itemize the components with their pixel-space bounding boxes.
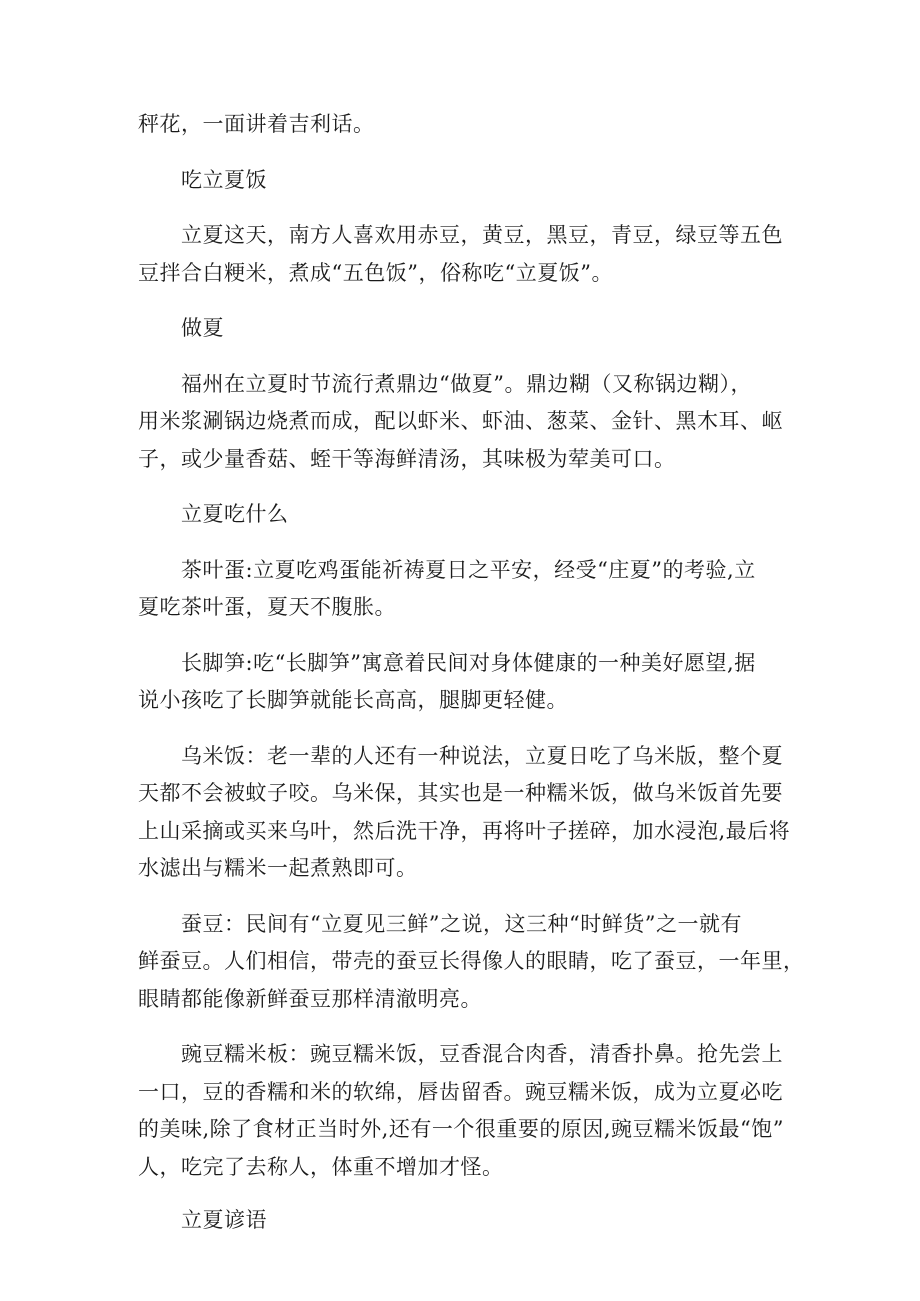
paragraph-line: 长脚笋:吃“长脚笋”寓意着民间对身体健康的一种美好愿望,据 <box>181 650 756 675</box>
paragraph-line: 用米浆涮锅边烧煮而成，配以虾米、虾油、葱菜、金针、黑木耳、岖 <box>138 409 783 433</box>
paragraph-line: 说小孩吃了长脚笋就能长高高，腿脚更轻健。 <box>138 688 568 712</box>
paragraph-line: 豆拌合白粳米，煮成“五色饭”，俗称吃“立夏饭”。 <box>138 260 613 285</box>
paragraph-line: 的美味,除了食材正当时外,还有一个很重要的原因,豌豆糯米饭最“饱” <box>138 1117 784 1141</box>
paragraph-line: 上山采摘或买来乌叶，然后洗干净，再将叶子搓碎，加水浸泡,最后将 <box>138 818 791 843</box>
paragraph-line: 乌米饭：老一辈的人还有一种说法，立夏日吃了乌米版，整个夏 <box>181 743 783 768</box>
paragraph-line: 一口，豆的香糯和米的软绵，唇齿留香。豌豆糯米饭，成为立夏必吃 <box>138 1079 783 1104</box>
paragraph-line: 鲜蚕豆。人们相信，带壳的蚕豆长得像人的眼睛，吃了蚕豆，一年里， <box>138 949 805 973</box>
section-heading-zuoxia: 做夏 <box>181 316 224 340</box>
paragraph-line: 福州在立夏时节流行煮鼎边“做夏”。鼎边糊（又称锅边糊）， <box>181 371 752 396</box>
paragraph-line: 夏吃茶叶蛋，夏天不腹胀。 <box>138 595 396 619</box>
paragraph-line: 蚕豆：民间有“立夏见三鲜”之说，这三种“时鲜货”之一就有 <box>181 911 742 936</box>
paragraph-line: 秤花，一面讲着吉利话。 <box>138 112 375 136</box>
paragraph-line: 豌豆糯米板：豌豆糯米饭，豆香混合肉香，清香扑鼻。抢先尝上 <box>181 1042 783 1066</box>
paragraph-line: 立夏这天，南方人喜欢用赤豆，黄豆，黑豆，青豆，绿豆等五色 <box>181 223 783 247</box>
section-heading-eat-lixia-rice: 吃立夏饭 <box>181 167 267 192</box>
paragraph-line: 眼睛都能像新鲜蚕豆那样清澈明亮。 <box>138 986 482 1011</box>
paragraph-line: 水滤出与糯米一起煮熟即可。 <box>138 856 418 880</box>
document-body <box>138 106 805 1240</box>
section-heading-what-to-eat: 立夏吃什么 <box>181 502 289 526</box>
paragraph-line: 天都不会被蚊子咬。乌米保，其实也是一种糯米饭，做乌米饭首先要 <box>138 781 783 805</box>
paragraph-line: 人，吃完了去称人，体重不增加才怪。 <box>138 1154 504 1179</box>
section-heading-proverbs: 立夏谚语 <box>181 1208 267 1232</box>
paragraph-line: 茶叶蛋:立夏吃鸡蛋能祈祷夏日之平安，经受“庄夏”的考验,立 <box>181 557 756 582</box>
paragraph-line: 子，或少量香菇、蛭干等海鲜清汤，其味极为荤美可口。 <box>138 446 676 471</box>
